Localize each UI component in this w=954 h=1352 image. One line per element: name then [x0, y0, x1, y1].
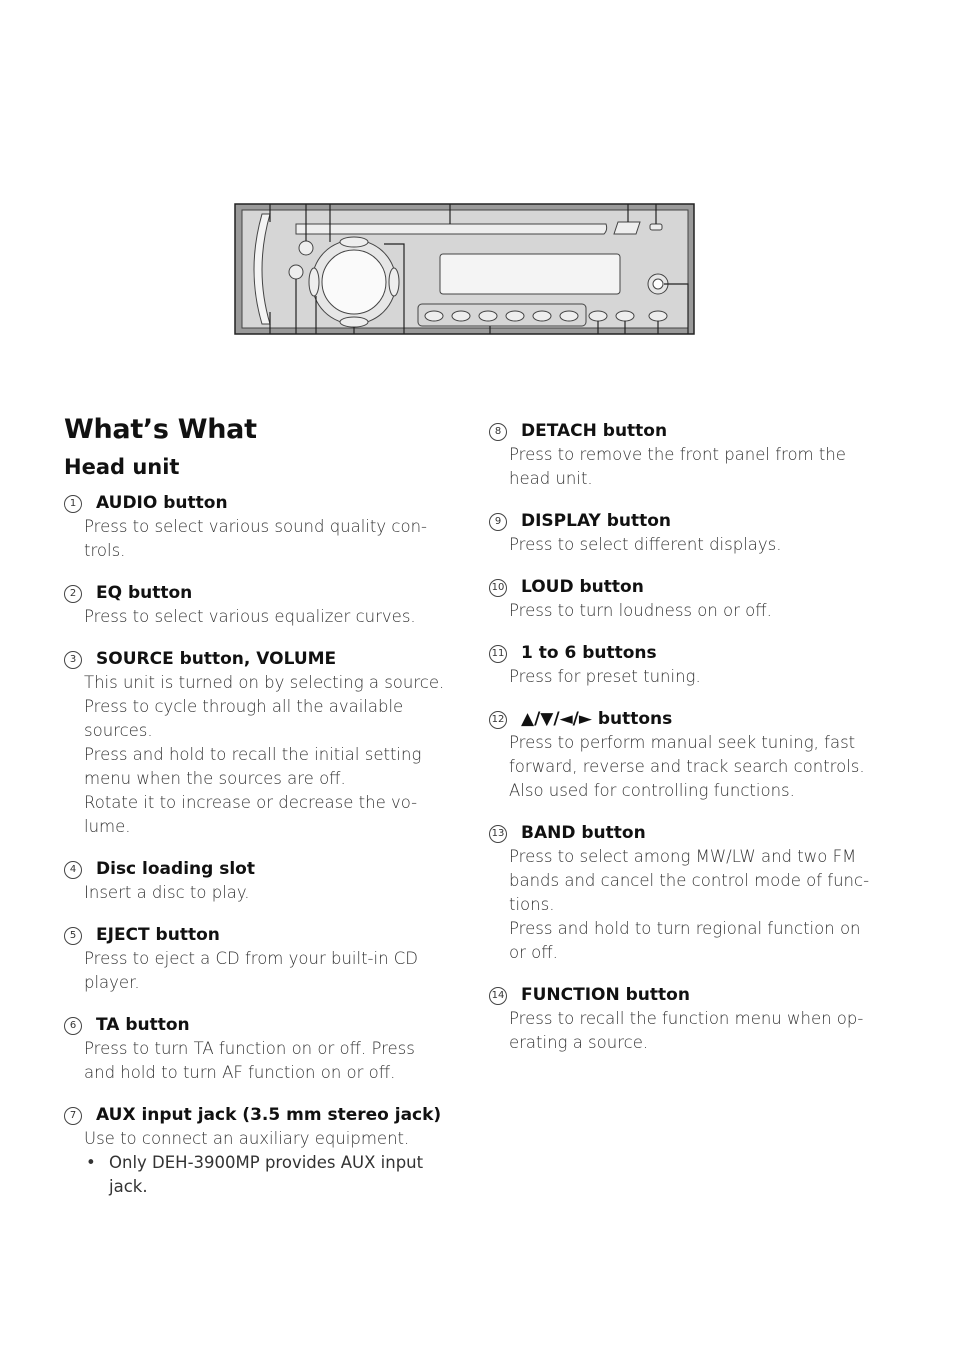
item-number: 1: [64, 495, 82, 513]
item-description: Press to perform manual seek tuning, fast: [509, 733, 856, 752]
item-heading: [64, 923, 454, 947]
item-heading: [489, 821, 884, 845]
display-window: [440, 254, 620, 294]
item-description: sources.: [84, 721, 153, 740]
item-description: Press to remove the front panel from the: [509, 445, 846, 464]
item-heading: [489, 575, 884, 599]
left-column: [64, 414, 454, 1217]
item-description: erating a source.: [509, 1033, 649, 1052]
preset-button-3: [479, 311, 497, 321]
item-number: 6: [64, 1017, 82, 1035]
item-description: forward, reverse and track search controls.: [509, 757, 865, 776]
item-description: or off.: [509, 943, 558, 962]
item-heading: [64, 857, 454, 881]
aux-jack-hole: [653, 279, 663, 289]
display-button-shape: [589, 311, 607, 321]
item-description: tions.: [509, 895, 555, 914]
arrow-left-shape: [309, 268, 319, 296]
item-description: Press for preset tuning.: [509, 667, 701, 686]
item-label: 1 to 6 buttons: [521, 643, 657, 663]
item-description: menu when the sources are off.: [84, 769, 346, 788]
right-column: [489, 419, 884, 1073]
item-label: SOURCE button, VOLUME: [96, 649, 337, 669]
bullet-line: • Only DEH-3900MP provides AUX input: [109, 1153, 424, 1172]
item-description: Use to connect an auxiliary equipment.: [84, 1129, 410, 1148]
item-description: Rotate it to increase or decrease the vo-: [84, 793, 418, 812]
item-description: Press to turn TA function on or off. Press: [84, 1039, 415, 1058]
list-item: [64, 491, 454, 563]
item-description: Insert a disc to play.: [84, 883, 250, 902]
item-description: player.: [84, 973, 140, 992]
arrow-right-shape: [389, 268, 399, 296]
item-description: Press to select different displays.: [509, 535, 782, 554]
head-unit-diagram: [234, 200, 698, 340]
item-number: 10: [489, 579, 507, 597]
item-number: 13: [489, 825, 507, 843]
item-heading: [64, 581, 454, 605]
item-description: bands and cancel the control mode of func-: [509, 871, 870, 890]
list-item: [489, 509, 884, 557]
item-heading: [64, 491, 454, 515]
item-description: Press to cycle through all the available: [84, 697, 404, 716]
list-item: [64, 1103, 454, 1199]
left-item-list: [64, 491, 454, 1199]
preset-button-6: [560, 311, 578, 321]
item-label: BAND button: [521, 823, 646, 843]
arrow-up-shape: [340, 237, 368, 247]
list-item: [64, 1013, 454, 1085]
item-heading: [489, 707, 884, 731]
item-number: 14: [489, 987, 507, 1005]
list-item: [489, 983, 884, 1055]
section-title: Head unit: [64, 455, 180, 479]
page-title: What’s What: [64, 414, 257, 445]
arrow-down-shape: [340, 317, 368, 327]
preset-button-2: [452, 311, 470, 321]
item-description: Press to select various equalizer curves.: [84, 607, 416, 626]
item-heading: [489, 509, 884, 533]
preset-button-4: [506, 311, 524, 321]
band-button-shape: [649, 311, 667, 321]
item-number: 12: [489, 711, 507, 729]
item-description: head unit.: [509, 469, 593, 488]
list-item: [64, 923, 454, 995]
item-description: and hold to turn AF function on or off.: [84, 1063, 396, 1082]
right-item-list: [489, 419, 884, 1055]
item-number: 9: [489, 513, 507, 531]
list-item: [489, 821, 884, 965]
item-description: trols.: [84, 541, 126, 560]
disc-slot: [296, 224, 607, 234]
item-description: Press and hold to turn regional function on: [509, 919, 861, 938]
item-label: Disc loading slot: [96, 859, 255, 879]
list-item: [489, 575, 884, 623]
item-bullet: [84, 1151, 454, 1199]
item-label: EJECT button: [96, 925, 220, 945]
item-heading: [64, 1013, 454, 1037]
item-description: Press to recall the function menu when op-: [509, 1009, 864, 1028]
item-label: AUDIO button: [96, 493, 228, 513]
item-description: Also used for controlling functions.: [509, 781, 795, 800]
item-description: This unit is turned on by selecting a source.: [84, 673, 445, 692]
item-label: FUNCTION button: [521, 985, 690, 1005]
item-number: 7: [64, 1107, 82, 1125]
preset-button-5: [533, 311, 551, 321]
item-heading: [489, 419, 884, 443]
item-number: 8: [489, 423, 507, 441]
item-number: 2: [64, 585, 82, 603]
preset-button-1: [425, 311, 443, 321]
item-label: AUX input jack (3.5 mm stereo jack): [96, 1105, 442, 1125]
item-number: 4: [64, 861, 82, 879]
bullet-line: jack.: [109, 1177, 148, 1196]
list-item: [64, 857, 454, 905]
item-label: LOUD button: [521, 577, 644, 597]
item-label: EQ button: [96, 583, 193, 603]
eject-button-shape: [614, 222, 640, 234]
loud-button-shape: [616, 311, 634, 321]
item-description: Press to eject a CD from your built-in CD: [84, 949, 419, 968]
item-label: TA button: [96, 1015, 190, 1035]
item-description: Press to select various sound quality con-: [84, 517, 427, 536]
item-label: ▲/▼/◄/► buttons: [521, 709, 673, 729]
audio-button-shape: [299, 241, 313, 255]
item-label: DISPLAY button: [521, 511, 672, 531]
list-item: [489, 707, 884, 803]
item-description: Press and hold to recall the initial setting: [84, 745, 422, 764]
item-description: Press to turn loudness on or off.: [509, 601, 772, 620]
item-label: DETACH button: [521, 421, 668, 441]
list-item: [489, 419, 884, 491]
item-description: Press to select among MW/LW and two FM: [509, 847, 857, 866]
item-heading: [64, 647, 454, 671]
list-item: [64, 647, 454, 839]
item-description: lume.: [84, 817, 131, 836]
list-item: [64, 581, 454, 629]
item-number: 5: [64, 927, 82, 945]
item-number: 11: [489, 645, 507, 663]
list-item: [489, 641, 884, 689]
detach-button-shape: [650, 224, 662, 230]
eq-button-shape: [289, 265, 303, 279]
item-heading: [489, 983, 884, 1007]
item-number: 3: [64, 651, 82, 669]
volume-knob: [322, 250, 386, 314]
item-heading: [64, 1103, 454, 1127]
item-heading: [489, 641, 884, 665]
